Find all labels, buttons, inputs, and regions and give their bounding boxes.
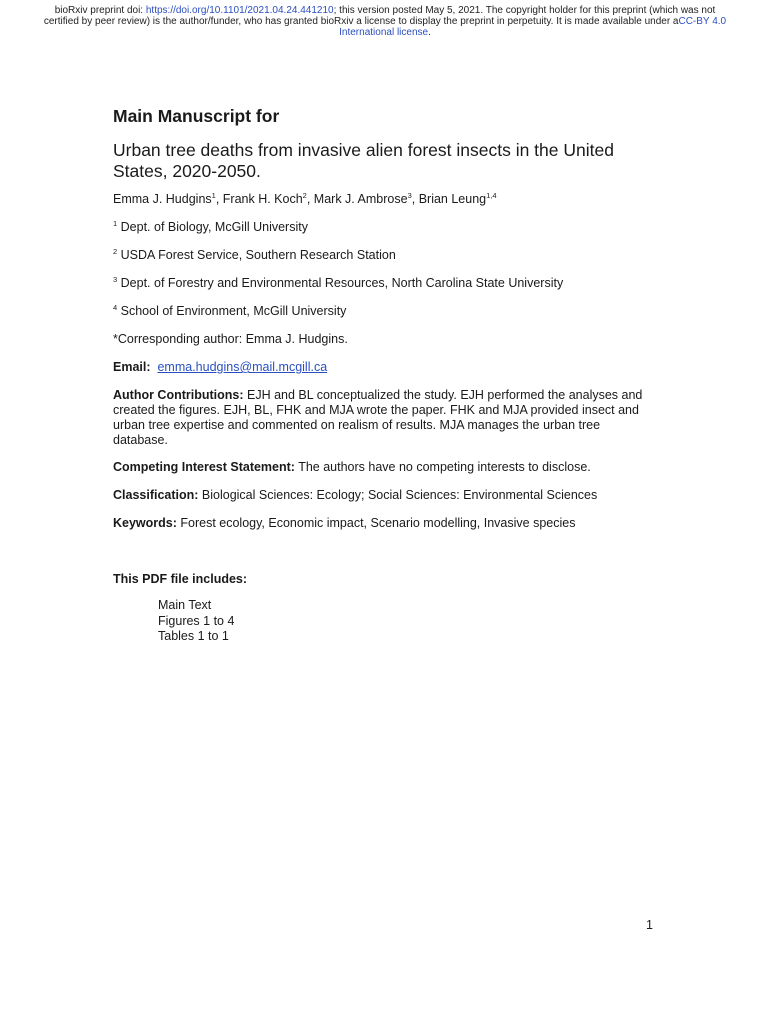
includes-heading: This PDF file includes:: [113, 572, 248, 586]
classification-text: Biological Sciences: Ecology; Social Sciences: Environmental Sciences: [198, 488, 598, 502]
list-item: Figures 1 to 4: [158, 613, 235, 628]
email-label: Email:: [113, 360, 151, 374]
page-number: 1: [646, 918, 653, 932]
author-affil-sup: 2: [302, 190, 307, 200]
affiliation-text: USDA Forest Service, Southern Research Station: [117, 248, 396, 262]
affiliation-3: [113, 276, 563, 290]
author-contributions: [113, 388, 658, 448]
author-name: Emma J. Hudgins: [113, 192, 212, 206]
author-affil-sup: 1: [211, 190, 216, 200]
corresponding-author: *Corresponding author: Emma J. Hudgins.: [113, 332, 348, 346]
author-separator: ,: [215, 192, 223, 206]
author-affil-sup: 1,4: [486, 190, 497, 200]
author-name: Brian Leung: [418, 192, 487, 206]
author-separator: ,: [411, 192, 419, 206]
affiliation-number: 3: [113, 274, 118, 284]
classification-label: Classification:: [113, 488, 199, 502]
competing-label: Competing Interest Statement:: [113, 460, 295, 474]
notice-prefix: bioRxiv preprint doi:: [54, 5, 146, 16]
author-name: Frank H. Koch: [222, 192, 303, 206]
affiliation-text: School of Environment, McGill University: [117, 304, 347, 318]
affiliation-text: Dept. of Biology, McGill University: [117, 220, 308, 234]
author-name: Mark J. Ambrose: [313, 192, 408, 206]
list-item: Main Text: [158, 598, 212, 612]
keywords-label: Keywords:: [113, 516, 177, 530]
keywords-text: Forest ecology, Economic impact, Scenario modelling, Invasive species: [176, 516, 576, 530]
competing-text: The authors have no competing interests to disclose.: [294, 460, 591, 474]
list-item: Tables 1 to 1: [158, 629, 229, 643]
author-affil-sup: 3: [407, 190, 412, 200]
notice-middle: ; this version posted May 5, 2021. The copyright holder for this preprint (which was not certified by peer review) is the author/funder, who has granted bioRxiv a license to display the preprint in perpetuity. It is made available under a: [43, 5, 716, 27]
affiliation-2: [113, 248, 396, 262]
preprint-notice: [40, 5, 730, 38]
affiliation-number: 4: [113, 302, 118, 312]
paper-title: Urban tree deaths from invasive alien forest insects in the United States, 2020-2050.: [113, 140, 614, 181]
license-link[interactable]: CC-BY 4.0 International license: [339, 16, 727, 38]
author-list: [113, 192, 497, 206]
competing-interest: [113, 460, 658, 475]
contributions-text: EJH and BL conceptualized the study. EJH performed the analyses and created the figures. EJH, BL, FHK and MJA wrote the paper. FHK and MJA provided insect and urban tree expertise and commented on realism of results. MJA manages the urban tree database.: [113, 388, 643, 447]
affiliation-number: 2: [113, 246, 118, 256]
author-separator: ,: [306, 192, 314, 206]
notice-suffix: .: [428, 27, 431, 38]
email-line: [113, 360, 327, 374]
classification: [113, 488, 658, 503]
affiliation-4: [113, 304, 346, 318]
keywords: [113, 516, 658, 531]
affiliation-number: 1: [113, 218, 118, 228]
doi-link[interactable]: https://doi.org/10.1101/2021.04.24.441210: [145, 5, 334, 16]
email-link[interactable]: emma.hudgins@mail.mcgill.ca: [157, 360, 328, 374]
affiliation-text: Dept. of Forestry and Environmental Resources, North Carolina State University: [117, 276, 564, 290]
main-heading: Main Manuscript for: [113, 106, 280, 126]
includes-list: [158, 598, 234, 645]
affiliation-1: [113, 220, 308, 234]
contributions-label: Author Contributions:: [113, 388, 244, 402]
